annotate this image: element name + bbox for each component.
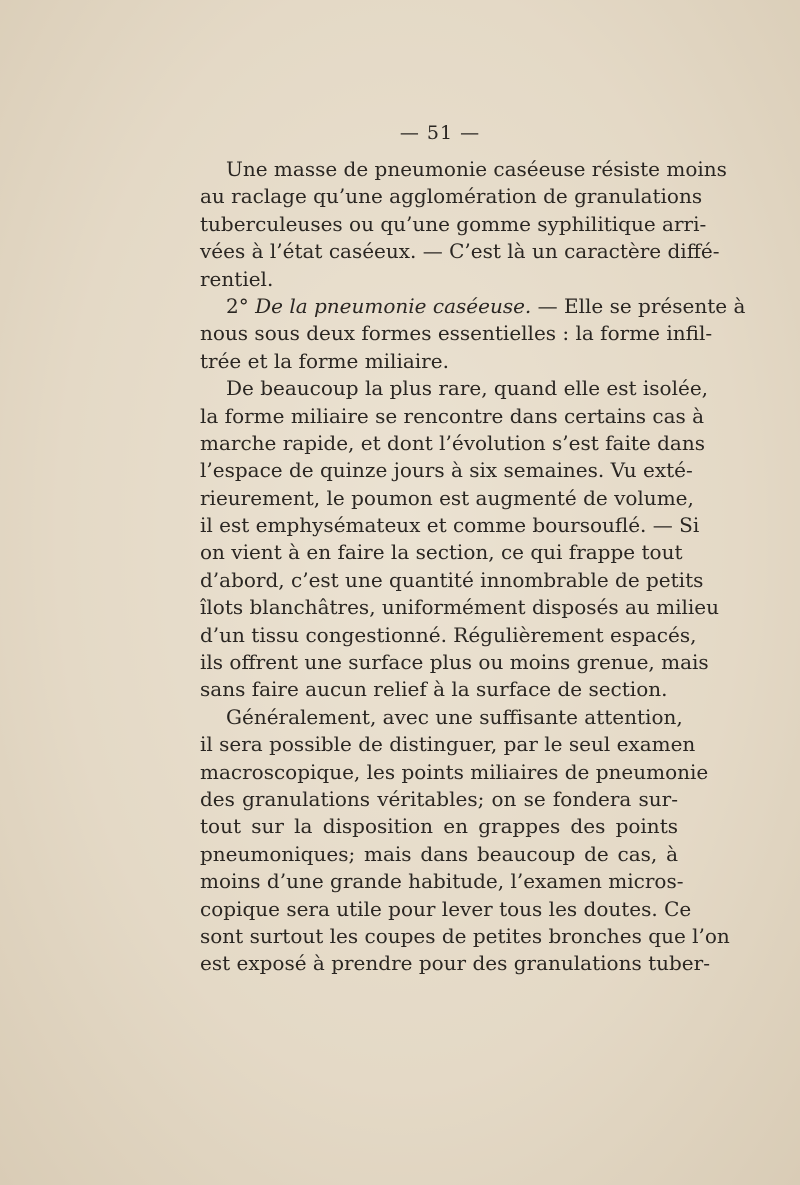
- text-line: De beaucoup la plus rare, quand elle est isolée,: [226, 376, 709, 401]
- text-line: copique sera utile pour lever tous les doutes. Ce: [200, 896, 692, 921]
- section-heading-line: [200, 293, 746, 320]
- text-line: la forme miliaire se rencontre dans certains cas à: [200, 403, 705, 428]
- text-line: moins d’une grande habitude, l’examen micros-: [200, 869, 684, 894]
- text-line: îlots blanchâtres, uniformément disposés au milieu: [200, 595, 720, 620]
- text-line: d’abord, c’est une quantité innombrable de petits: [200, 567, 704, 592]
- text-line: est exposé à prendre pour des granulations tuber-: [200, 951, 710, 976]
- text-line: nous sous deux formes essentielles : la forme infil-: [200, 321, 713, 346]
- section-number: 2°: [226, 293, 249, 318]
- text-line: Une masse de pneumonie caséeuse résiste moins: [226, 157, 727, 181]
- text-line: on vient à en faire la section, ce qui frappe tout: [200, 540, 683, 565]
- text-line: sont surtout les coupes de petites bronches que l’on: [200, 923, 730, 948]
- text-line: pneumoniques; mais dans beaucoup de cas, à: [200, 841, 678, 866]
- text-line: rentiel.: [200, 266, 274, 291]
- text-line: rieurement, le poumon est augmenté de volume,: [200, 485, 694, 510]
- text-line: trée et la forme miliaire.: [200, 348, 449, 373]
- text-line: d’un tissu congestionné. Régulièrement espacés,: [200, 622, 697, 647]
- text-line: il est emphysémateux et comme boursouflé. — Si: [200, 513, 700, 538]
- page-number: — 51 —: [399, 122, 481, 144]
- body-text: [200, 156, 746, 978]
- paragraph: [200, 293, 746, 375]
- text-line: il sera possible de distinguer, par le seul examen: [200, 732, 696, 757]
- text-line-rest: — Elle se présente à: [537, 293, 746, 318]
- paragraph: [200, 375, 720, 704]
- text-line: ils offrent une surface plus ou moins grenue, mais: [200, 650, 709, 675]
- paragraph: [200, 156, 727, 293]
- text-line: au raclage qu’une agglomération de granulations: [200, 184, 703, 209]
- text-line: l’espace de quinze jours à six semaines. Vu exté-: [200, 458, 693, 483]
- paragraph: [200, 704, 730, 978]
- text-line: des granulations véritables; on se fondera sur-: [200, 786, 678, 811]
- text-line: marche rapide, et dont l’évolution s’est faite dans: [200, 430, 705, 455]
- section-heading: De la pneumonie caséeuse.: [255, 293, 532, 318]
- text-line: sans faire aucun relief à la surface de section.: [200, 677, 668, 702]
- text-line: Généralement, avec une suffisante attention,: [226, 704, 683, 729]
- text-line: tuberculeuses ou qu’une gomme syphilitique arri-: [200, 211, 707, 236]
- text-line: tout sur la disposition en grappes des points: [200, 814, 678, 839]
- text-line: macroscopique, les points miliaires de pneumonie: [200, 759, 709, 784]
- text-line: vées à l’état caséeux. — C’est là un caractère diffé-: [200, 239, 720, 264]
